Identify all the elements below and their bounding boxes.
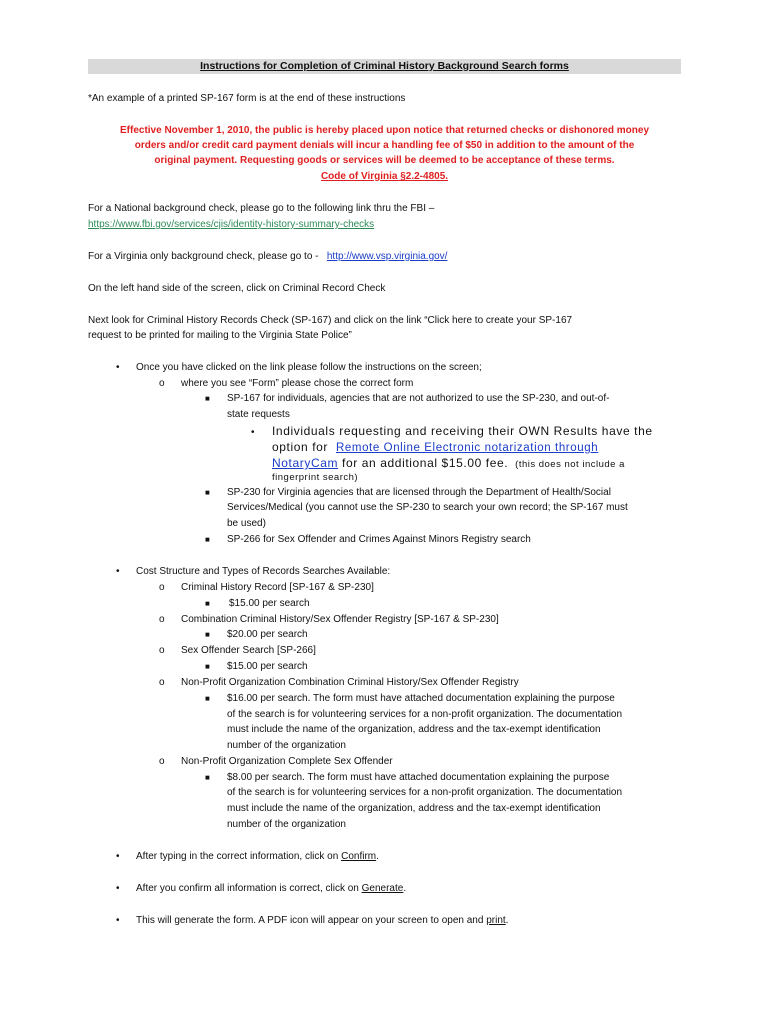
page-title: Instructions for Completion of Criminal History Background Search forms (88, 59, 681, 74)
bullet-icon: • (116, 566, 120, 577)
print-link[interactable]: print (486, 915, 506, 926)
nonprofit-sex-offender-line-2: of the search is for volunteering services for a non-profit organization. The documentation (227, 787, 623, 798)
sp230-line-2: Services/Medical (you cannot use the SP-230 to search your own record; the SP-167 must (227, 502, 628, 513)
example-note: *An example of a printed SP-167 form is at the end of these instructions (88, 93, 406, 104)
square-bullet-icon: ■ (205, 694, 210, 703)
notarycam-link[interactable]: NotaryCam (272, 456, 339, 470)
next-look-line-1: Next look for Criminal History Records Check (SP-167) and click on the link “Click here to create your SP-167 (88, 315, 573, 326)
own-results-option: option for (272, 440, 329, 454)
square-bullet-icon: ■ (205, 662, 210, 671)
bullet-icon: • (116, 851, 120, 862)
circle-bullet-icon: o (159, 614, 165, 625)
nonprofit-combination-line-4: number of the organization (227, 740, 346, 751)
cost-item-price: $15.00 per search (229, 598, 310, 609)
square-bullet-icon: ■ (205, 535, 210, 544)
next-look-line-2: request to be printed for mailing to the Virginia State Police” (88, 330, 352, 341)
square-bullet-icon: ■ (205, 773, 210, 782)
sp167-line-1: SP-167 for individuals, agencies that are not authorized to use the SP-230, and out-of- (227, 393, 610, 404)
notice-line-2: orders and/or credit card payment denials will incur a handling fee of $50 in addition to the amount of the (134, 140, 635, 151)
nonprofit-sex-offender-line-3: must include the name of the organization, address and the tax-exempt identification (227, 803, 601, 814)
circle-bullet-icon: o (159, 378, 165, 389)
typing-instruction: After typing in the correct information, click on (136, 851, 339, 862)
vsp-link[interactable]: http://www.vsp.virginia.gov/ (326, 251, 448, 262)
square-bullet-icon: ■ (205, 394, 210, 403)
confirm-all-instruction: After you confirm all information is correct, click on (136, 883, 359, 894)
nonprofit-sex-offender-line-4: number of the organization (227, 819, 346, 830)
cost-item-name: Sex Offender Search [SP-266] (181, 645, 316, 656)
cost-item-name: Combination Criminal History/Sex Offender Registry [SP-167 & SP-230] (181, 614, 499, 625)
cost-item-name: Criminal History Record [SP-167 & SP-230] (181, 582, 374, 593)
remote-notarization-link[interactable]: Remote Online Electronic notarization through (335, 442, 599, 454)
fingerprint-note-1: (this does not include a (515, 459, 625, 470)
confirm-link[interactable]: Confirm (341, 851, 377, 862)
bullet-icon: • (116, 362, 120, 373)
where-form-text: where you see “Form” please chose the correct form (181, 378, 414, 389)
cost-item-price: $20.00 per search (227, 629, 308, 640)
sp167-line-2: state requests (227, 409, 290, 420)
notice-line-3: original payment. Requesting goods or services will be deemed to be acceptance of these terms. (154, 155, 615, 166)
sp266-text: SP-266 for Sex Offender and Crimes Against Minors Registry search (227, 534, 531, 545)
code-of-virginia-reference: Code of Virginia §2.2-4805. (320, 171, 449, 182)
nonprofit-combination-line-3: must include the name of the organization, address and the tax-exempt identification (227, 724, 601, 735)
fbi-link[interactable]: https://www.fbi.gov/services/cjis/identity-history-summary-checks (88, 219, 375, 230)
once-clicked-text: Once you have clicked on the link please follow the instructions on the screen; (136, 362, 482, 373)
generate-link[interactable]: Generate (361, 883, 404, 894)
square-bullet-icon: ■ (205, 599, 210, 608)
nonprofit-sex-offender-name: Non-Profit Organization Complete Sex Offender (181, 756, 393, 767)
bullet-icon: • (116, 915, 120, 926)
national-check-text: For a National background check, please go to the following link thru the FBI – (88, 203, 435, 214)
nonprofit-sex-offender-line-1: $8.00 per search. The form must have attached documentation explaining the purpose (227, 772, 610, 783)
circle-bullet-icon: o (159, 582, 165, 593)
circle-bullet-icon: o (159, 756, 165, 767)
virginia-check-text: For a Virginia only background check, please go to - (88, 251, 319, 262)
fingerprint-note-2: fingerprint search) (272, 472, 359, 483)
nonprofit-combination-line-1: $16.00 per search. The form must have attached documentation explaining the purpose (227, 693, 615, 704)
square-bullet-icon: ■ (205, 488, 210, 497)
circle-bullet-icon: o (159, 677, 165, 688)
sp230-line-1: SP-230 for Virginia agencies that are licensed through the Department of Health/Social (227, 487, 611, 498)
left-side-instruction: On the left hand side of the screen, click on Criminal Record Check (88, 283, 386, 294)
circle-bullet-icon: o (159, 645, 165, 656)
notary-fee-text: for an additional $15.00 fee. (342, 456, 509, 470)
own-results-line-1: Individuals requesting and receiving their OWN Results have the (272, 424, 653, 438)
generate-form-instruction: This will generate the form. A PDF icon will appear on your screen to open and (136, 915, 484, 926)
bullet-icon: • (251, 427, 255, 438)
bullet-icon: • (116, 883, 120, 894)
cost-item-price: $15.00 per search (227, 661, 308, 672)
square-bullet-icon: ■ (205, 630, 210, 639)
cost-heading: Cost Structure and Types of Records Searches Available: (136, 566, 391, 577)
sp230-line-3: be used) (227, 518, 266, 529)
document-page: Instructions for Completion of Criminal History Background Search forms *An example of a printed SP-167 form is at the end of these instructions Effective November 1, 2010, the public is hereby placed upon notice that returned checks or dishonored money orders and/or credit card payment denials will incur a handling fee of $50 in addition to the amount of the original payment. Requesting goods or services will be deemed to be acceptance of these terms. Code of Virginia §2.2-4805. For a National background check, please go to the following link thru the FBI – https://www.fbi.gov/services/cjis/identity-history-summary-checks For a Virginia only background check, please go to - http://www.vsp.virginia.gov/ On the left hand side of the screen, click on Criminal Record Check Next look for Criminal History Records Check (SP-167) and click on the link “Click here to create your SP-167 request to be printed for mailing to the Virginia State Police” • Once you have clicked on the link please follow the instructions on the screen; o where you see “Form” please chose the correct form ■ SP-167 for individuals, agencies that are not authorized to use the SP-230, and out-of- state requests • Individuals requesting and receiving their OWN Results have the option for Remote Online Electronic notarization through NotaryCam for an additional $15.00 fee. (this does not include a fingerprint search) ■ SP-230 for Virginia agencies that are licensed through the Department of Health/Social Services/Medical (you cannot use the SP-230 to search your own record; the SP-167 must be used) ■ SP-266 for Sex Offender and Crimes Against Minors Registry search • Cost Structure and Types of Records Searches Available: o Criminal History Record [SP-167 & SP-230] ■ $15.00 per search o Combination Criminal History/Sex Offender Registry [SP-167 & SP-230] ■ $20.00 per search o Sex Offender Search [SP-266] ■ $15.00 per search o Non-Profit Organization Combination Criminal History/Sex Offender Registry ■ $16.00 per search. The form must have attached documentation explaining the purpose of the search is for volunteering services for a non-profit organization. The documentation must include the name of the organization, address and the tax-exempt identification number of the organization o Non-Profit Organization Complete Sex Offender ■ $8.00 per search. The form must have attached documentation explaining the purpose of the search is for volunteering services for a non-profit organization. The documentation must include the name of the organization, address and the tax-exempt identification number of the organization • After typing in the correct information, click on Confirm. • After you confirm all information is correct, click on Generate. • This will generate the form. A PDF icon will appear on your screen to open and print. (0, 0, 770, 1024)
nonprofit-combination-line-2: of the search is for volunteering services for a non-profit organization. The documentation (227, 709, 623, 720)
notice-line-1: Effective November 1, 2010, the public is hereby placed upon notice that returned checks or dishonored money (119, 125, 650, 136)
nonprofit-combination-name: Non-Profit Organization Combination Criminal History/Sex Offender Registry (181, 677, 519, 688)
